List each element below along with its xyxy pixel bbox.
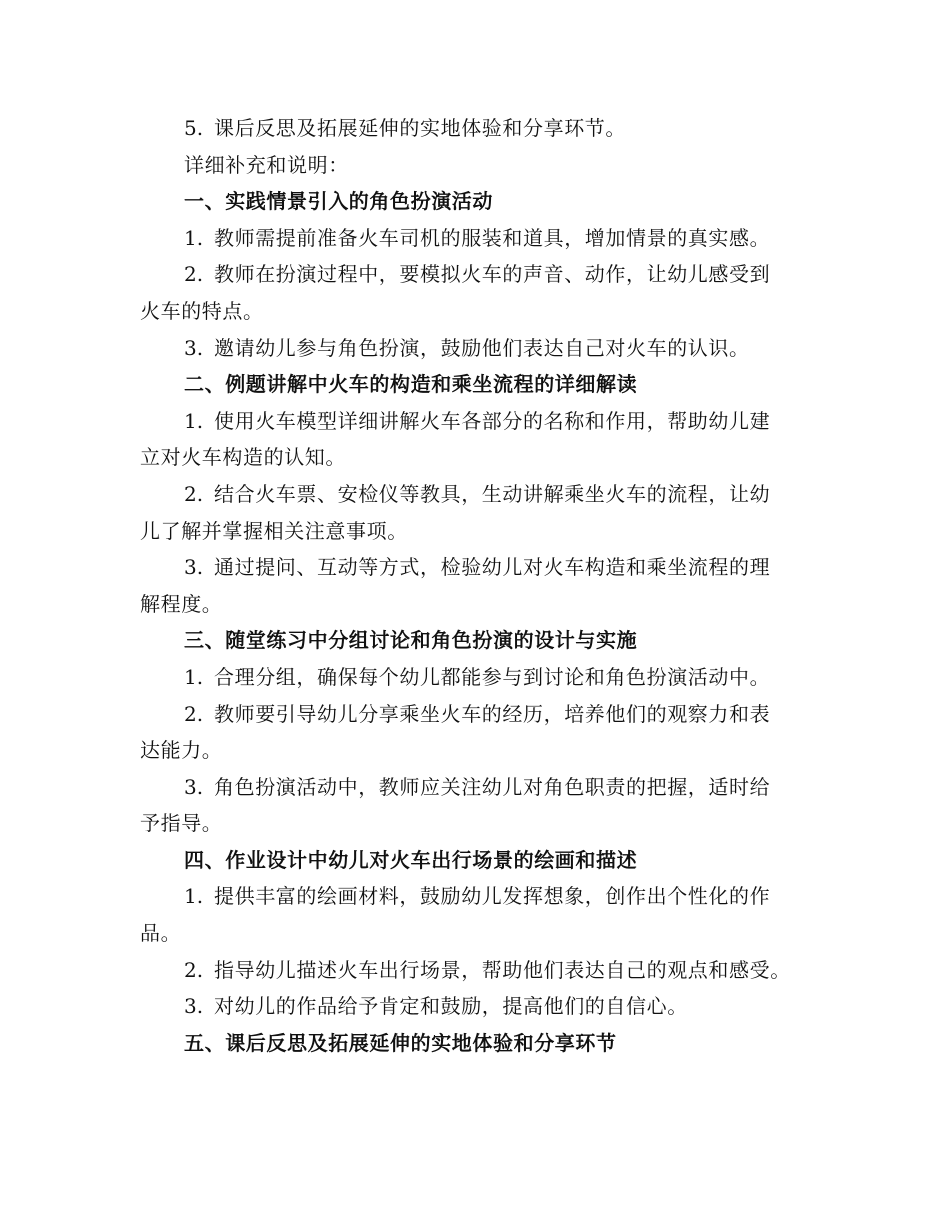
continuation-line [140, 513, 820, 550]
section-heading [140, 1025, 820, 1062]
list-item [140, 878, 820, 915]
continuation-line [140, 293, 820, 330]
paragraph-text: 予指导。 [140, 811, 223, 836]
heading-text: 三、随堂练习中分组讨论和角色扮演的设计与实施 [184, 628, 638, 653]
heading-text: 一、实践情景引入的角色扮演活动 [184, 189, 493, 214]
item-number: 3. [184, 774, 204, 799]
item-number: 3. [184, 555, 204, 580]
paragraph-text: 儿了解并掌握相关注意事项。 [140, 518, 408, 543]
paragraph-text: 教师在扮演过程中，要模拟火车的声音、动作，让幼儿感受到 [214, 262, 771, 287]
item-number: 1. [184, 225, 204, 250]
paragraph-text: 品。 [140, 921, 182, 946]
item-number: 1. [184, 408, 204, 433]
section-heading [140, 183, 820, 220]
paragraph-text: 角色扮演活动中，教师应关注幼儿对角色职责的把握，适时给 [214, 774, 771, 799]
item-number: 2. [184, 262, 204, 287]
paragraph-text: 解程度。 [140, 591, 223, 616]
heading-text: 五、课后反思及拓展延伸的实地体验和分享环节 [184, 1030, 617, 1055]
continuation-line [140, 915, 820, 952]
item-number: 2. [184, 701, 204, 726]
document-body [140, 110, 820, 1061]
item-number: 3. [184, 994, 204, 1019]
paragraph-text: 课后反思及拓展延伸的实地体验和分享环节。 [214, 116, 626, 140]
item-number: 5. [184, 116, 204, 140]
paragraph-text: 指导幼儿描述火车出行场景，帮助他们表达自己的观点和感受。 [214, 957, 791, 982]
continuation-line [140, 439, 820, 476]
continuation-line [140, 805, 820, 842]
list-item [140, 220, 820, 257]
section-heading [140, 366, 820, 403]
list-item [140, 256, 820, 293]
paragraph-text: 立对火车构造的认知。 [140, 445, 346, 470]
heading-text: 二、例题讲解中火车的构造和乘坐流程的详细解读 [184, 372, 638, 397]
list-item [140, 330, 820, 367]
list-item [140, 659, 820, 696]
list-item [140, 110, 820, 147]
list-item [140, 769, 820, 806]
paragraph-text: 邀请幼儿参与角色扮演，鼓励他们表达自己对火车的认识。 [214, 335, 750, 360]
list-item [140, 988, 820, 1025]
paragraph-text: 结合火车票、安检仪等教具，生动讲解乘坐火车的流程，让幼 [214, 481, 771, 506]
item-number: 2. [184, 481, 204, 506]
paragraph-text: 详细补充和说明： [184, 152, 349, 177]
item-number: 3. [184, 335, 204, 360]
paragraph-text: 教师需提前准备火车司机的服装和道具，增加情景的真实感。 [214, 225, 771, 250]
paragraph-text: 使用火车模型详细讲解火车各部分的名称和作用，帮助幼儿建 [214, 408, 771, 433]
list-item [140, 476, 820, 513]
paragraph-text: 合理分组，确保每个幼儿都能参与到讨论和角色扮演活动中。 [214, 664, 771, 689]
paragraph-text: 教师要引导幼儿分享乘坐火车的经历，培养他们的观察力和表 [214, 701, 771, 726]
paragraph [140, 147, 820, 184]
item-number: 1. [184, 664, 204, 689]
continuation-line [140, 732, 820, 769]
paragraph-text: 提供丰富的绘画材料，鼓励幼儿发挥想象，创作出个性化的作 [214, 884, 771, 909]
section-heading [140, 622, 820, 659]
list-item [140, 403, 820, 440]
item-number: 2. [184, 957, 204, 982]
continuation-line [140, 586, 820, 623]
paragraph-text: 火车的特点。 [140, 298, 264, 323]
section-heading [140, 842, 820, 879]
list-item [140, 952, 820, 989]
item-number: 1. [184, 884, 204, 909]
heading-text: 四、作业设计中幼儿对火车出行场景的绘画和描述 [184, 847, 638, 872]
paragraph-text: 达能力。 [140, 738, 223, 763]
paragraph-text: 通过提问、互动等方式，检验幼儿对火车构造和乘坐流程的理 [214, 555, 771, 580]
list-item [140, 549, 820, 586]
list-item [140, 696, 820, 733]
paragraph-text: 对幼儿的作品给予肯定和鼓励，提高他们的自信心。 [214, 994, 688, 1019]
